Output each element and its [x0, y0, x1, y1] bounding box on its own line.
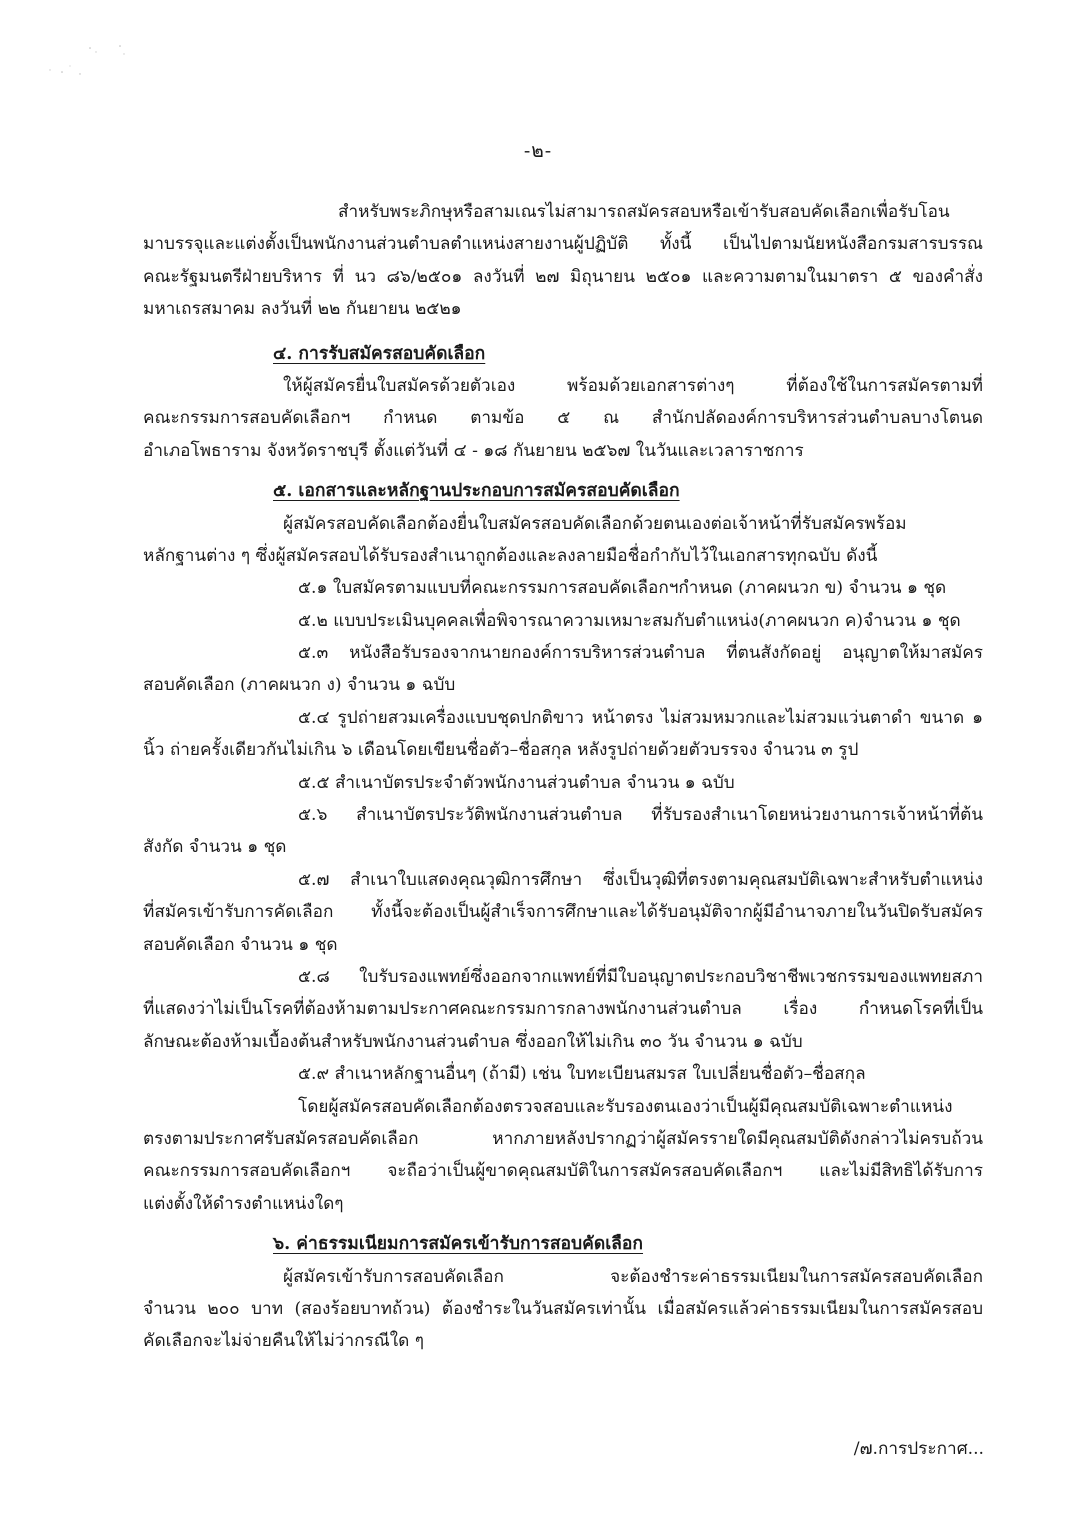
paragraph-line: คณะรัฐมนตรีฝ่ายบริหาร ที่ นว ๘๖/๒๕๐๑ ลงวันที่ ๒๗ มิถุนายน ๒๕๐๑ และความตามในมาตรา ๕ ของคำสั่ง: [143, 266, 983, 287]
list-item: ๕.๗ สำเนาใบแสดงคุณวุฒิการศึกษา ซึ่งเป็นวุฒิที่ตรงตามคุณสมบัติเฉพาะสำหรับตำแหน่ง: [298, 869, 983, 890]
continuation-footer: /๗.การประกาศ...: [853, 1439, 984, 1459]
list-item-continuation: ลักษณะต้องห้ามเบื้องต้นสำหรับพนักงานส่วนตำบล ซึ่งออกให้ไม่เกิน ๓๐ วัน จำนวน ๑ ฉบับ: [143, 1031, 803, 1052]
list-item: ๕.๓ หนังสือรับรองจากนายกองค์การบริหารส่วนตำบล ที่ตนสังกัดอยู่ อนุญาตให้มาสมัคร: [298, 643, 983, 664]
list-item: ๕.๔ รูปถ่ายสวมเครื่องแบบชุดปกติขาว หน้าตรง ไม่สวมหมวกและไม่สวมแว่นตาดำ ขนาด ๑: [298, 707, 983, 728]
section-heading: [143, 475, 983, 507]
paragraph-line: คณะกรรมการสอบคัดเลือกฯ จะถือว่าเป็นผู้ขาดคุณสมบัติในการสมัครสอบคัดเลือกฯ และไม่มีสิทธิได้รับการ: [143, 1161, 983, 1182]
paragraph-line: ตรงตามประกาศรับสมัครสอบคัดเลือก หากภายหลังปรากฏว่าผู้สมัครรายใดมีคุณสมบัติดังกล่าวไม่ครบถ้วน: [143, 1128, 983, 1149]
section-heading: [143, 1228, 983, 1260]
list-item-continuation: สังกัด จำนวน ๑ ชุด: [143, 837, 287, 858]
list-item: ๕.๖ สำเนาบัตรประวัติพนักงานส่วนตำบล ที่รับรองสำเนาโดยหน่วยงานการเจ้าหน้าที่ต้น: [298, 805, 983, 826]
paragraph-line: ให้ผู้สมัครยื่นใบสมัครด้วยตัวเอง พร้อมด้วยเอกสารต่างๆ ที่ต้องใช้ในการสมัครตามที่: [283, 375, 983, 396]
paragraph-line: หลักฐานต่าง ๆ ซึ่งผู้สมัครสอบได้รับรองสำเนาถูกต้องและลงลายมือชื่อกำกับไว้ในเอกสารทุกฉบับ ดังนี้: [143, 545, 878, 566]
list-item-continuation: สอบคัดเลือก (ภาคผนวก ง) จำนวน ๑ ฉบับ: [143, 675, 456, 696]
list-item-continuation: นิ้ว ถ่ายครั้งเดียวกันไม่เกิน ๖ เดือนโดยเขียนชื่อตัว–ชื่อสกุล หลังรูปถ่ายด้วยตัวบรรจง จำนวน ๓ รูป: [143, 740, 859, 761]
page-number: -๒-: [523, 140, 553, 162]
section-4-heading: ๔. การรับสมัครสอบคัดเลือก: [273, 343, 486, 364]
paragraph-line: มาบรรจุและแต่งตั้งเป็นพนักงานส่วนตำบลตำแหน่งสายงานผู้ปฏิบัติ ทั้งนี้ เป็นไปตามนัยหนังสือกรมสารบรรณ: [143, 234, 983, 255]
list-item-continuation: ที่สมัครเข้ารับการคัดเลือก ทั้งนี้จะต้องเป็นผู้สำเร็จการศึกษาและได้รับอนุมัติจากผู้มีอำนาจภายในวันปิดรับสมัคร: [143, 902, 983, 923]
paragraph-line: สำหรับพระภิกษุหรือสามเณรไม่สามารถสมัครสอบหรือเข้ารับสอบคัดเลือกเพื่อรับโอน: [338, 202, 950, 222]
list-item: ๕.๙ สำเนาหลักฐานอื่นๆ (ถ้ามี) เช่น ใบทะเบียนสมรส ใบเปลี่ยนชื่อตัว–ชื่อสกุล: [298, 1064, 866, 1085]
list-item-continuation: สอบคัดเลือก จำนวน ๑ ชุด: [143, 934, 338, 955]
paragraph-line: คณะกรรมการสอบคัดเลือกฯ กำหนด ตามข้อ ๕ ณ สำนักปลัดองค์การบริหารส่วนตำบลบางโตนด: [143, 408, 983, 429]
scan-speckles: [40, 38, 130, 88]
list-item: ๕.๑ ใบสมัครตามแบบที่คณะกรรมการสอบคัดเลือกฯกำหนด (ภาคผนวก ข) จำนวน ๑ ชุด: [298, 578, 947, 599]
section-heading: [143, 338, 983, 370]
paragraph-line: คัดเลือกจะไม่จ่ายคืนให้ไม่ว่ากรณีใด ๆ: [143, 1331, 424, 1352]
paragraph-line: โดยผู้สมัครสอบคัดเลือกต้องตรวจสอบและรับรองตนเองว่าเป็นผู้มีคุณสมบัติเฉพาะตำแหน่ง: [298, 1096, 953, 1117]
section-6-heading: ๖. ค่าธรรมเนียมการสมัครเข้ารับการสอบคัดเลือก: [273, 1234, 644, 1255]
paragraph-line: ผู้สมัครเข้ารับการสอบคัดเลือก จะต้องชำระค่าธรรมเนียมในการสมัครสอบคัดเลือก: [283, 1266, 983, 1287]
list-item: ๕.๒ แบบประเมินบุคคลเพื่อพิจารณาความเหมาะสมกับตำแหน่ง(ภาคผนวก ค)จำนวน ๑ ชุด: [298, 610, 961, 631]
paragraph-line: จำนวน ๒๐๐ บาท (สองร้อยบาทถ้วน) ต้องชำระในวันสมัครเท่านั้น เมื่อสมัครแล้วค่าธรรมเนียมในการสมัครสอบ: [143, 1298, 983, 1319]
list-item: ๕.๘ ใบรับรองแพทย์ซึ่งออกจากแพทย์ที่มีใบอนุญาตประกอบวิชาชีพเวชกรรมของแพทยสภา: [298, 966, 983, 987]
paragraph-line: แต่งตั้งให้ดำรงตำแหน่งใดๆ: [143, 1193, 344, 1214]
paragraph-line: อำเภอโพธาราม จังหวัดราชบุรี ตั้งแต่วันที่ ๔ - ๑๘ กันยายน ๒๕๖๗ ในวันและเวลาราชการ: [143, 440, 804, 461]
paragraph-line: ผู้สมัครสอบคัดเลือกต้องยื่นใบสมัครสอบคัดเลือกด้วยตนเองต่อเจ้าหน้าที่รับสมัครพร้อม: [283, 513, 907, 534]
paragraph-line: มหาเถรสมาคม ลงวันที่ ๒๒ กันยายน ๒๕๒๑: [143, 299, 462, 320]
section-5-heading: ๕. เอกสารและหลักฐานประกอบการสมัครสอบคัดเลือก: [273, 481, 680, 502]
document-body: [143, 196, 983, 1358]
list-item: ๕.๕ สำเนาบัตรประจำตัวพนักงานส่วนตำบล จำนวน ๑ ฉบับ: [298, 772, 735, 793]
list-item-continuation: ที่แสดงว่าไม่เป็นโรคที่ต้องห้ามตามประกาศคณะกรรมการกลางพนักงานส่วนตำบล เรื่อง กำหนดโรคที่เป็น: [143, 999, 983, 1020]
